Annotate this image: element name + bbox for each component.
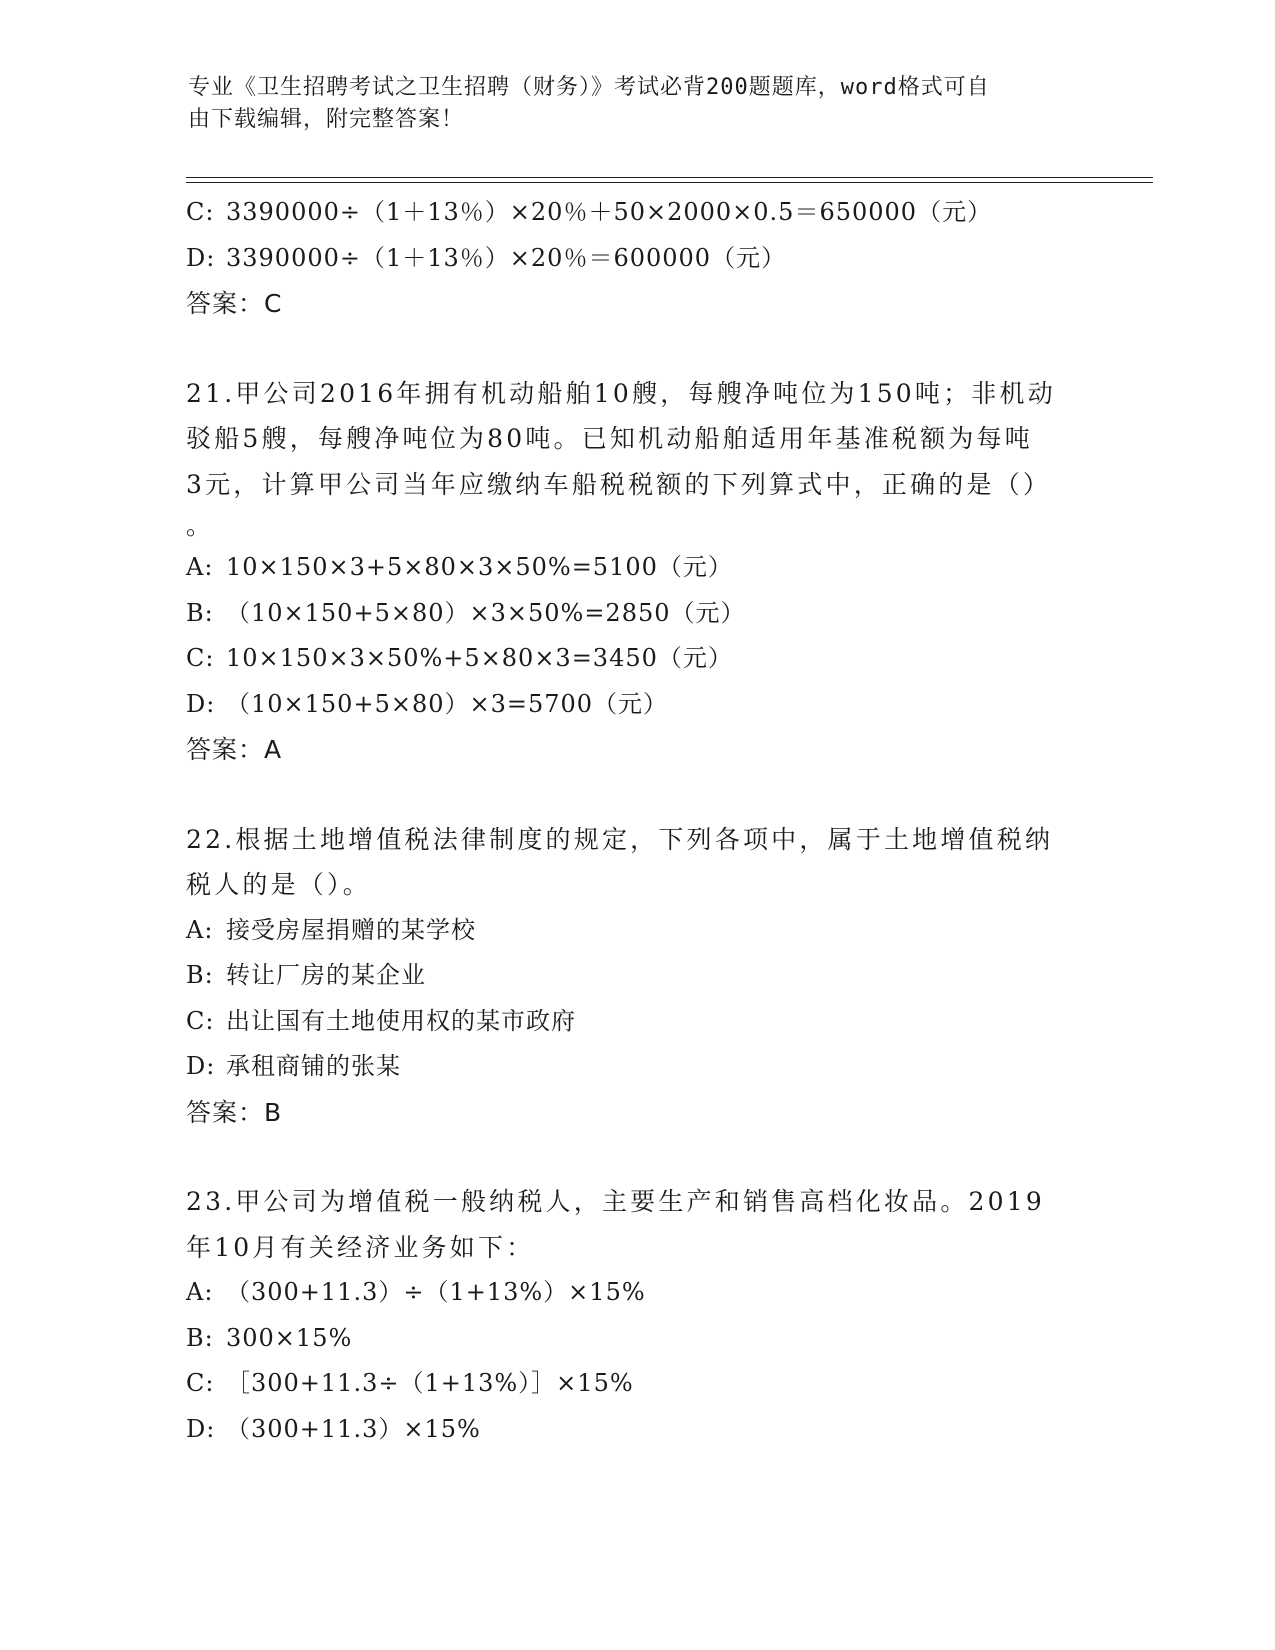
document-content <box>186 190 1086 1452</box>
spacer <box>186 1135 1086 1179</box>
option-b <box>186 1316 1086 1362</box>
option-label: D: <box>186 1052 216 1080</box>
option-label: D: <box>186 243 216 272</box>
answer: 答案：B <box>186 1097 283 1127</box>
option-text: 转让厂房的某企业 <box>226 961 426 989</box>
option-label: C: <box>186 198 215 226</box>
question-text-line: 23.甲公司为增值税一般纳税人，主要生产和销售高档化妆品。2019 <box>186 1187 1045 1216</box>
option-b <box>186 953 1086 999</box>
option-text: （10×150+5×80）×3×50%=2850（元） <box>226 598 746 627</box>
option-label: B: <box>186 598 214 627</box>
option-text: 出让国有土地使用权的某市政府 <box>226 1006 576 1035</box>
option-text: 3390000÷（1＋13％）×20％＝600000（元） <box>226 243 787 272</box>
header-line-2: 由下载编辑，附完整答案！ <box>188 107 465 132</box>
question-22 <box>186 817 1086 1136</box>
option-d <box>186 682 1086 728</box>
option-label: D: <box>186 689 216 718</box>
spacer <box>186 773 1086 817</box>
option-text: 3390000÷（1＋13％）×20％＋50×2000×0.5＝650000（元） <box>226 198 993 226</box>
answer: 答案：A <box>186 735 283 764</box>
option-text: 300×15% <box>226 1323 353 1352</box>
option-c <box>186 999 1086 1045</box>
question-21 <box>186 371 1086 773</box>
question-text-line: 税人的是（）。 <box>186 870 371 899</box>
option-a <box>186 908 1086 954</box>
option-label: A: <box>186 915 214 944</box>
option-d <box>186 236 1086 282</box>
option-c <box>186 1361 1086 1407</box>
question-20-tail <box>186 190 1086 327</box>
option-text: （10×150+5×80）×3=5700（元） <box>226 689 669 718</box>
answer: 答案：C <box>186 289 283 318</box>
question-text-line: 。 <box>186 511 215 540</box>
option-a <box>186 545 1086 591</box>
option-label: A: <box>186 1278 214 1306</box>
question-text-line: 22.根据土地增值税法律制度的规定，下列各项中，属于土地增值税纳 <box>186 824 1054 854</box>
option-d <box>186 1044 1086 1090</box>
option-text: （300+11.3）÷（1+13%）×15% <box>226 1278 646 1306</box>
option-text: 接受房屋捐赠的某学校 <box>226 915 476 944</box>
option-text: （300+11.3）×15% <box>226 1414 481 1443</box>
question-23 <box>186 1179 1086 1452</box>
header-line-1: 专业《卫生招聘考试之卫生招聘（财务）》考试必背200题题库，word格式可自 <box>188 75 990 100</box>
option-label: C: <box>186 644 215 672</box>
option-text: 10×150×3+5×80×3×50%=5100（元） <box>226 553 733 581</box>
option-label: D: <box>186 1414 216 1443</box>
option-label: A: <box>186 553 214 581</box>
question-text-line: 21.甲公司2016年拥有机动船舶10艘，每艘净吨位为150吨；非机动 <box>186 378 1056 408</box>
option-c <box>186 636 1086 682</box>
option-text: 10×150×3×50%+5×80×3=3450（元） <box>226 644 733 672</box>
option-text: ［300+11.3÷（1+13%）］×15% <box>226 1369 634 1397</box>
question-text-line: 驳船5艘，每艘净吨位为80吨。已知机动船舶适用年基准税额为每吨 <box>186 424 1033 453</box>
question-text-line: 3元，计算甲公司当年应缴纳车船税税额的下列算式中，正确的是（） <box>186 469 1052 499</box>
document-header <box>188 72 1068 136</box>
option-d <box>186 1407 1086 1453</box>
question-text-line: 年10月有关经济业务如下： <box>186 1232 535 1262</box>
header-divider-bottom <box>186 182 1153 183</box>
spacer <box>186 327 1086 371</box>
option-label: B: <box>186 961 214 989</box>
option-a <box>186 1270 1086 1316</box>
option-label: C: <box>186 1369 215 1397</box>
option-b <box>186 591 1086 637</box>
option-label: C: <box>186 1006 215 1035</box>
option-c <box>186 190 1086 236</box>
option-text: 承租商铺的张某 <box>226 1052 401 1080</box>
option-label: B: <box>186 1323 214 1352</box>
header-divider-top <box>186 177 1153 178</box>
